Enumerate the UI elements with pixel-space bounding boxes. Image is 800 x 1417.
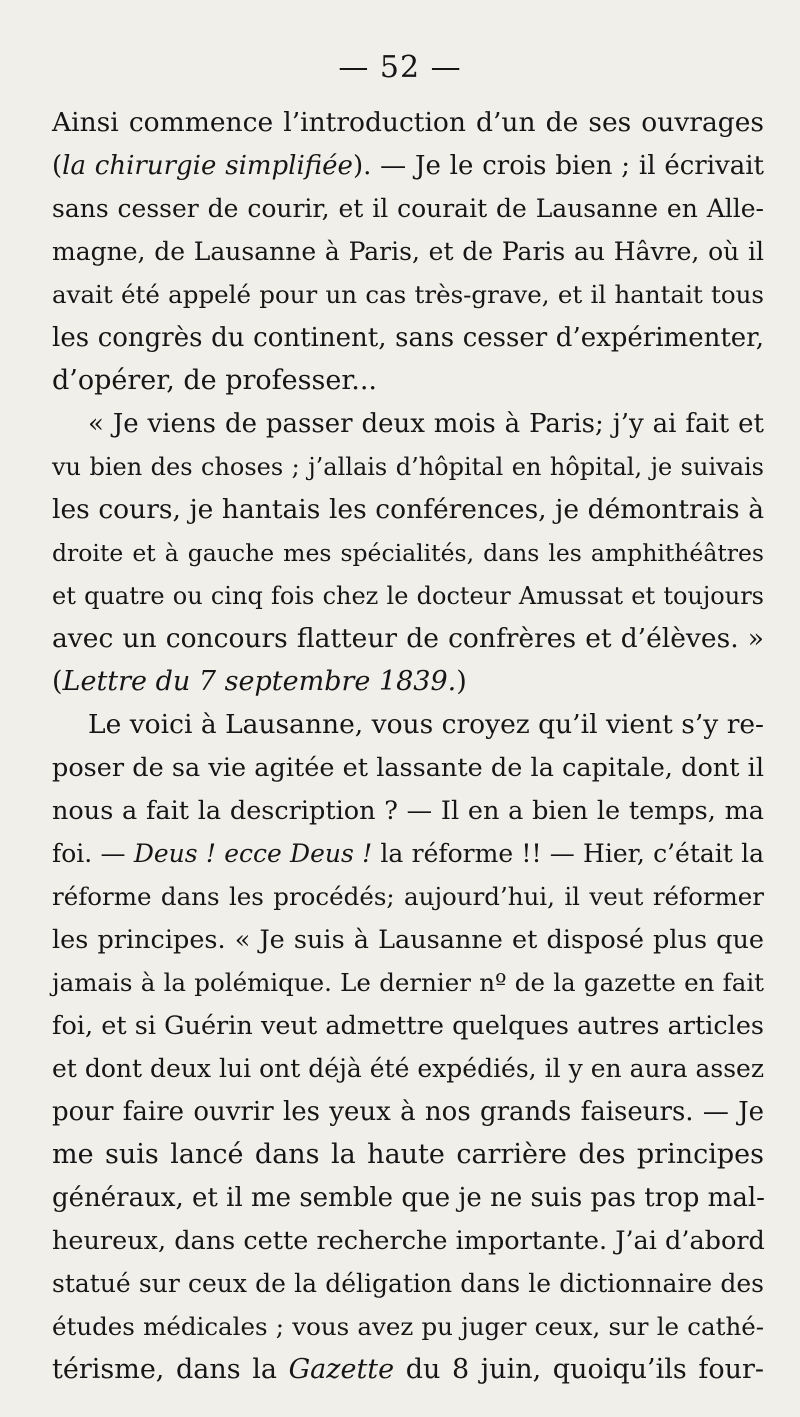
text-line-22: foi, et si Guérin veut admettre quelques autres articles [52, 1011, 764, 1041]
text-line-15: Le voici à Lausanne, vous croyez qu’il vient s’y re- [88, 709, 764, 740]
text-line-17: nous a fait la description ? — Il en a bien le temps, ma [52, 796, 764, 826]
letter-citation: Lettre du 7 septembre 1839. [62, 666, 457, 697]
text-line-25: me suis lancé dans la haute carrière des principes [52, 1139, 764, 1170]
text-line-8: « Je viens de passer deux mois à Paris; j’y ai fait et [88, 409, 764, 439]
text-line-29: études médicales ; vous avez pu juger ceux, sur le cathé- [52, 1312, 764, 1341]
page-number: — 52 — [338, 50, 462, 85]
text-line-9: vu bien des choses ; j’allais d’hôpital en hôpital, je suivais [52, 453, 764, 481]
text-line-1: Ainsi commence l’introduction d’un de ses ouvrages [52, 107, 764, 138]
book-title: la chirurgie simplifiée [62, 151, 353, 181]
text-line-13: avec un concours flatteur de confrères et d’élèves. » [52, 623, 764, 654]
text-line-14: (Lettre du 7 septembre 1839.) [52, 666, 467, 697]
text-line-23: et dont deux lui ont déjà été expédiés, il y en aura assez [52, 1054, 764, 1083]
latin-exclamation: Deus ! ecce Deus ! [133, 839, 373, 868]
text-line-4: magne, de Lausanne à Paris, et de Paris au Hâvre, où il [52, 237, 764, 266]
text-line-16: poser de sa vie agitée et lassante de la capitale, dont il [52, 753, 764, 783]
text-line-12: et quatre ou cinq fois chez le docteur Amussat et toujours [52, 582, 764, 610]
text-line-7: d’opérer, de professer... [52, 365, 378, 396]
text-line-28: statué sur ceux de la déligation dans le dictionnaire des [52, 1269, 764, 1298]
text-line-26: généraux, et il me semble que je ne suis pas trop mal- [52, 1183, 765, 1213]
text-line-19: réforme dans les procédés; aujourd’hui, il veut réformer [52, 882, 764, 911]
text-line-18: foi. — Deus ! ecce Deus ! la réforme !! — Hier, c’était la [52, 839, 764, 868]
text-line-20: les principes. « Je suis à Lausanne et disposé plus que [52, 925, 764, 955]
text-line-10: les cours, je hantais les conférences, je démontrais à [52, 494, 764, 525]
journal-title: Gazette [288, 1354, 395, 1385]
text-line-30: térisme, dans la Gazette du 8 juin, quoiqu’ils four- [52, 1354, 765, 1385]
text-line-24: pour faire ouvrir les yeux à nos grands faiseurs. — Je [52, 1097, 764, 1127]
text-line-6: les congrès du continent, sans cesser d’expérimenter, [52, 323, 764, 353]
text-line-3: sans cesser de courir, et il courait de Lausanne en Alle- [52, 194, 764, 223]
text-line-11: droite et à gauche mes spécialités, dans les amphithéâtres [52, 539, 764, 567]
text-line-27: heureux, dans cette recherche importante. J’ai d’abord [52, 1226, 765, 1256]
text-line-5: avait été appelé pour un cas très-grave, et il hantait tous [52, 280, 764, 309]
text-line-2: (la chirurgie simplifiée). — Je le crois bien ; il écrivait [52, 151, 765, 181]
text-line-21: jamais à la polémique. Le dernier nº de la gazette en fait [52, 968, 764, 997]
